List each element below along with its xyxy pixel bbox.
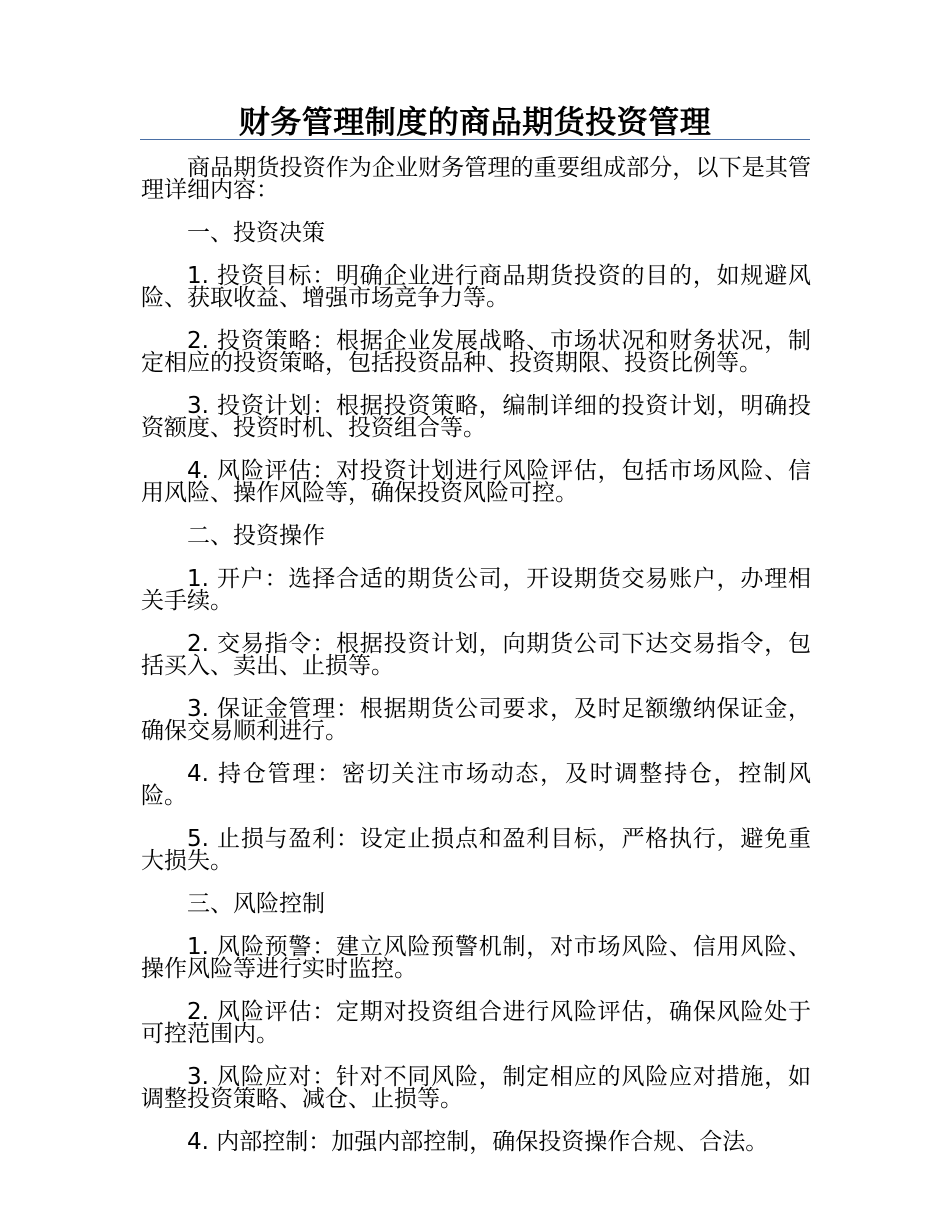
list-item: 2. 交易指令：根据投资计划，向期货公司下达交易指令，包括买入、卖出、止损等。 — [141, 631, 811, 679]
section-heading-risk-control: 三、风险控制 — [187, 891, 325, 917]
list-item: 3. 保证金管理：根据期货公司要求，及时足额缴纳保证金，确保交易顺利进行。 — [141, 696, 811, 744]
list-item: 2. 风险评估：定期对投资组合进行风险评估，确保风险处于可控范围内。 — [141, 999, 811, 1047]
section-heading-investment-decision: 一、投资决策 — [187, 220, 325, 246]
list-item: 4. 风险评估：对投资计划进行风险评估，包括市场风险、信用风险、操作风险等，确保投资风险可控。 — [141, 458, 811, 506]
list-item: 5. 止损与盈利：设定止损点和盈利目标，严格执行，避免重大损失。 — [141, 826, 811, 874]
list-item: 4. 持仓管理：密切关注市场动态，及时调整持仓，控制风险。 — [141, 761, 811, 809]
list-item: 1. 投资目标：明确企业进行商品期货投资的目的，如规避风险、获取收益、增强市场竞争力等。 — [141, 263, 811, 311]
list-item: 3. 投资计划：根据投资策略，编制详细的投资计划，明确投资额度、投资时机、投资组合等。 — [141, 393, 811, 441]
list-item: 1. 开户：选择合适的期货公司，开设期货交易账户，办理相关手续。 — [141, 566, 811, 614]
document-title: 财务管理制度的商品期货投资管理 — [238, 105, 712, 141]
title-underline — [140, 139, 810, 140]
list-item: 2. 投资策略：根据企业发展战略、市场状况和财务状况，制定相应的投资策略，包括投资品种、投资期限、投资比例等。 — [141, 328, 811, 376]
section-heading-investment-operation: 二、投资操作 — [187, 523, 325, 549]
document-body — [141, 157, 811, 1174]
list-item: 1. 风险预警：建立风险预警机制，对市场风险、信用风险、操作风险等进行实时监控。 — [141, 934, 811, 982]
list-item: 4. 内部控制：加强内部控制，确保投资操作合规、合法。 — [187, 1129, 769, 1155]
intro-paragraph: 商品期货投资作为企业财务管理的重要组成部分，以下是其管理详细内容： — [141, 155, 811, 203]
list-item: 3. 风险应对：针对不同风险，制定相应的风险应对措施，如调整投资策略、减仓、止损等。 — [141, 1064, 811, 1112]
